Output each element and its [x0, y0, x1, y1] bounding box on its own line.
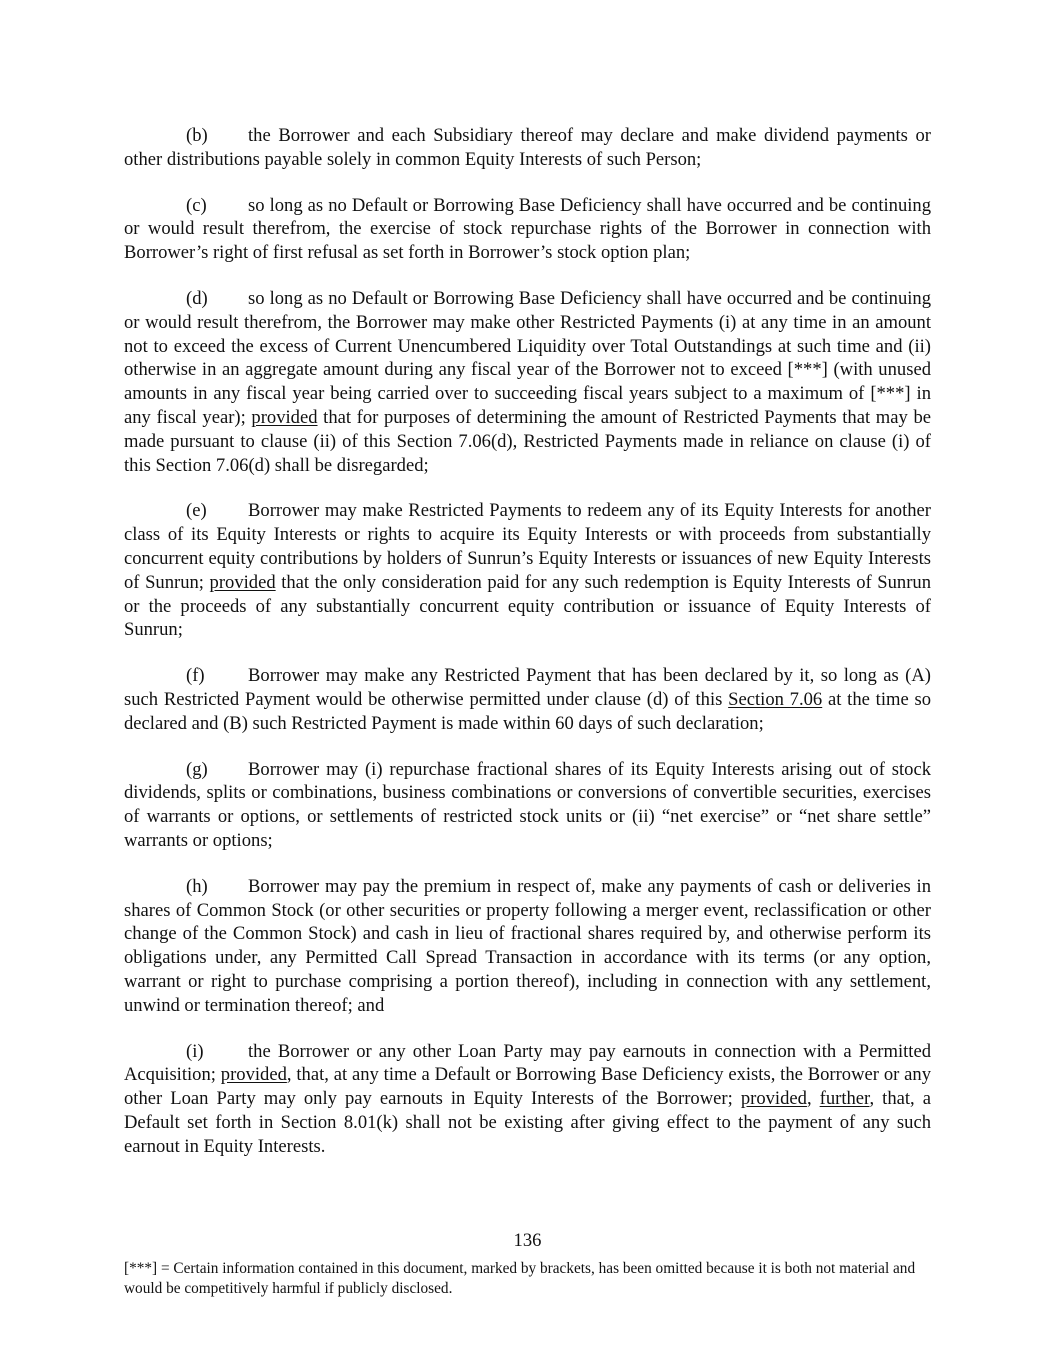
- underlined-term: provided: [209, 571, 276, 593]
- clause-paragraph: [124, 287, 931, 477]
- clause-label: (f): [186, 665, 205, 687]
- clause-text: at the time so declared and (B) such Restricted Payment is made within 60 days of such declaration;: [124, 688, 931, 734]
- underlined-term: provided: [740, 1088, 807, 1110]
- underlined-term: provided: [251, 406, 318, 428]
- clause-text: , that, a Default set forth in Section 8.01(k) shall not be existing after giving effect to the payment of any such earnout in Equity Interests.: [124, 1088, 932, 1157]
- clause-text: that for purposes of determining the amount of Restricted Payments that may be made pursuant to clause (ii) of this Section 7.06(d), Restricted Payments made in reliance on clause (i) of this Section 7.06(d) shall be disregarded;: [124, 406, 931, 476]
- clause-paragraph: [124, 758, 931, 853]
- clause-paragraph: [124, 124, 931, 172]
- clause-text: the Borrower and each Subsidiary thereof may declare and make dividend payments or other distributions payable solely in common Equity Interests of such Person;: [124, 125, 931, 170]
- clause-text: so long as no Default or Borrowing Base Deficiency shall have occurred and be continuing or would result therefrom, the Borrower may make other Restricted Payments (i) at any time in an amount not to exceed the excess of Current Unencumbered Liquidity over Total Outstandings at such time and (ii) otherwise in an aggregate amount during any fiscal year of the Borrower not to exceed [***] (with unused amounts in any fiscal year being carried over to succeeding fiscal years subject to a maximum of [***] in any fiscal year);: [124, 287, 931, 428]
- clause-text: Borrower may make Restricted Payments to redeem any of its Equity Interests for another class of its Equity Interests or rights to acquire its Equity Interests or with proceeds from substantially concurrent equity contributions by holders of Sunrun’s Equity Interests or issuances of new Equity Interests of Sunrun;: [124, 500, 931, 593]
- clause-text: , that, at any time a Default or Borrowing Base Deficiency exists, the Borrower or any other Loan Party may only pay earnouts in Equity Interests of the Borrower;: [124, 1064, 931, 1110]
- clause-text: Borrower may make any Restricted Payment that has been declared by it, so long as (A) such Restricted Payment would be otherwise permitted under clause (d) of this: [124, 665, 931, 710]
- clause-label: (d): [186, 287, 208, 309]
- clause-paragraph: [124, 194, 931, 265]
- clause-paragraph: [124, 875, 931, 1018]
- clause-label: (h): [186, 875, 208, 897]
- page-number: 136: [513, 1230, 542, 1251]
- clause-label: (b): [186, 125, 208, 146]
- clause-text: Borrower may pay the premium in respect of, make any payments of cash or deliveries in shares of Common Stock (or other securities or property following a merger event, reclassification or other change of the Common Stock) and cash in lieu of fractional shares required by, and otherwise perform its obligations under, any Permitted Call Spread Transaction in accordance with its terms (or any option, warrant or right to purchase comprising a portion thereof), including in connection with any settlement, unwind or termination thereof; and: [124, 875, 931, 1016]
- clause-label: (i): [186, 1040, 204, 1062]
- clause-text: the Borrower or any other Loan Party may pay earnouts in connection with a Permitted Acquisition;: [124, 1040, 931, 1086]
- clause-text: ,: [806, 1088, 820, 1110]
- clause-label: (c): [186, 194, 207, 216]
- clause-text: so long as no Default or Borrowing Base Deficiency shall have occurred and be continuing or would result therefrom, the exercise of stock repurchase rights of the Borrower in connection with Borrower’s right of first refusal as set forth in Borrower’s stock option plan;: [124, 194, 931, 264]
- underlined-term: Section 7.06: [728, 688, 823, 710]
- underlined-term: provided: [220, 1064, 287, 1086]
- clause-label: (e): [186, 500, 207, 522]
- clause-paragraph: [124, 499, 931, 642]
- document-body: [124, 124, 931, 1180]
- clause-label: (g): [186, 758, 208, 780]
- footnote: [***] = Certain information contained in this document, marked by brackets, has been omitted because it is both not material and would be competitively harmful if publicly disclosed.: [124, 1260, 916, 1297]
- clause-list: [124, 124, 931, 1158]
- underlined-term: further: [819, 1088, 870, 1110]
- clause-text: that the only consideration paid for any such redemption is Equity Interests of Sunrun or the proceeds of any substantially concurrent equity contribution or issuance of Equity Interests of Sunrun;: [124, 571, 931, 641]
- clause-text: Borrower may (i) repurchase fractional shares of its Equity Interests arising out of stock dividends, splits or combinations, business combinations or conversions of convertible securities, exercises of warrants or options, or settlements of restricted stock units or (ii) “net exercise” or “net share settle” warrants or options;: [124, 758, 931, 851]
- clause-paragraph: [124, 664, 931, 735]
- clause-paragraph: [124, 1040, 931, 1159]
